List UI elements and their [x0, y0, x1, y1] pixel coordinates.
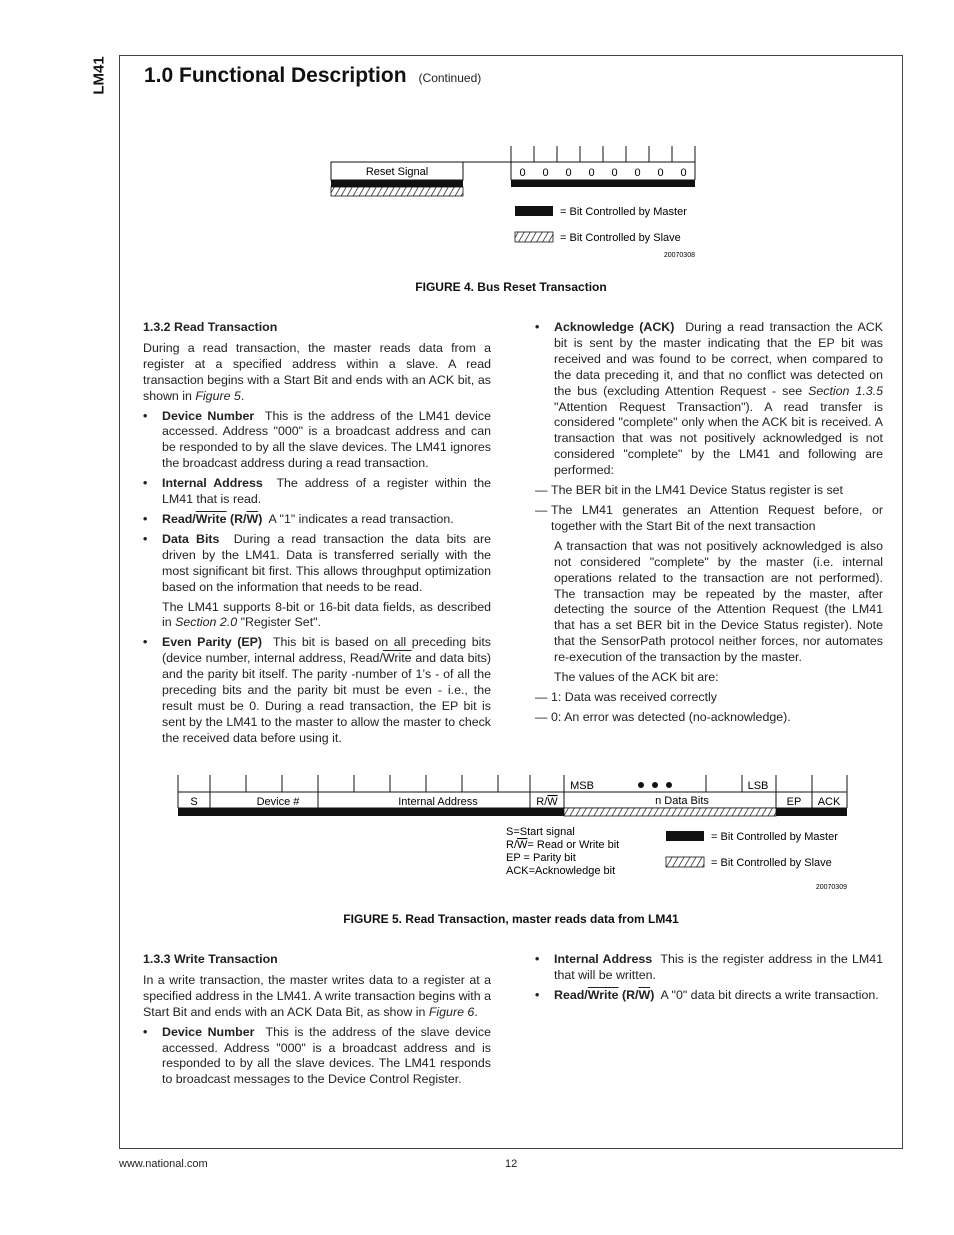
reset-bit-value: 0: [565, 167, 572, 179]
ack-paragraph-2: A transaction that was not positively acknowledged is also not considered "complete" by the master (i.e. internal operations related to the transaction are not performed). The transaction may be repeated by the master, after detecting the source of the Attention Request (the LM41 that has a set BER bit in the Device Status register). Note that the SensorPath protocol neither forces, nor automates re-execution of the transaction by the master.: [554, 538, 883, 665]
figure-4-diagram: [325, 140, 705, 260]
read-bullet-internal-address: • Internal Address The address of a register within the LM41 that is read.: [143, 476, 491, 508]
write-left-column: [143, 952, 491, 1092]
reset-bit-value: 0: [542, 167, 549, 179]
field-data: n Data Bits: [655, 795, 709, 807]
read-bullet-rw: • Read/Write $(R/\overline{W})$ A "1" indicates a read transaction.: [143, 512, 491, 528]
section-header: [144, 64, 481, 88]
reset-bit-value: 0: [657, 167, 664, 179]
write-intro: In a write transaction, the master writes data to a register at a specified address in the LM41. A write transaction begins with a Start Bit and ends with an ACK Data Bit, as show in Figure 6.: [143, 972, 491, 1019]
write-bullet-device-number: • Device Number This is the address of the slave device accessed. Address "000" is a broadcast address and is responded to by all the slave devices. The LM41 responds to broadcast messages to the Device Control Register.: [143, 1025, 491, 1089]
write-right-column: [535, 952, 883, 1008]
field-internal: Internal Address: [398, 796, 478, 808]
field-rw: R/W: [536, 796, 558, 808]
ack-value-2: — 0: An error was detected (no-acknowledge).: [535, 710, 883, 726]
reset-signal-label: Reset Signal: [365, 166, 429, 178]
field-ep: EP: [786, 796, 802, 808]
ack-dash-2: — The LM41 generates an Attention Request before, or together with the Start Bit of the next transaction: [535, 503, 883, 535]
write-bullet-internal-address: • Internal Address This is the register address in the LM41 that will be written.: [535, 952, 883, 984]
read-left-column: [143, 320, 491, 751]
reset-bit-value: 0: [680, 167, 687, 179]
read-heading: 1.3.2 Read Transaction: [143, 320, 278, 334]
reset-bit-value: 0: [588, 167, 595, 179]
reset-bit-value: 0: [611, 167, 618, 179]
reset-bit-value: 0: [634, 167, 641, 179]
reset-bits: [511, 146, 695, 187]
field-device: Device #: [256, 796, 300, 808]
section-title: 1.0 Functional Description: [144, 64, 407, 87]
page-number: 12: [505, 1158, 518, 1170]
legend-slave-label: = Bit Controlled by Slave: [560, 232, 681, 244]
read-bullet-data-bits: • Data Bits During a read transaction the data bits are driven by the LM41. Data is transferred serially with the most significant bit first. This allows throughput optimization based on the information that needs to be read. The LM41 supports 8-bit or 16-bit data fields, as described in Section 2.0 "Register Set".: [143, 532, 491, 631]
reset-bit-value: 0: [519, 167, 526, 179]
ack-paragraph-3: The values of the ACK bit are:: [554, 670, 719, 685]
figure-5-caption: FIGURE 5. Read Transaction, master reads data from LM41: [343, 912, 679, 926]
continued-label: (Continued): [418, 71, 482, 85]
key-ep: EP = Parity bit: [506, 852, 576, 864]
write-heading: 1.3.3 Write Transaction: [143, 952, 278, 966]
footer-url[interactable]: www.national.com: [119, 1158, 208, 1170]
legend-master-label: = Bit Controlled by Master: [560, 206, 687, 218]
field-ack: ACK: [817, 796, 841, 808]
read-bullet-even-parity: • Even Parity (EP) This bit is based on all preceding bits (device number, internal address, Read/Write and data bits) and the parity bit itself. The parity -number of 1’s - of all the preceding bits and the parity bit must be even - i.e., the result must be 0. During a read transaction, the EP bit is sent by the LM41 to the master to allow the master to check the received data before using it.: [143, 635, 491, 746]
side-tab: LM41: [90, 56, 108, 95]
figure-5-diagram: [170, 770, 855, 895]
figure-id: 20070308: [663, 252, 695, 259]
ack-value-1: — 1: Data was received correctly: [535, 690, 883, 706]
read-bullet-ack: • Acknowledge (ACK) During a read transaction the ACK bit is sent by the master indicating that the EP bit was received and was found to be correct, when compared to the data preceding it, and that no conflict was detected on the bus (excluding Attention Request - see Section 1.3.5 "Attention Request Transaction"). A read transfer is considered "complete" only when the ACK bit is received. A transaction that was not positively acknowledged is not considered "complete" by the LM41 and following are performed: — The BER bit in the LM41 Device Status register is set — The LM41 generates an Attention Request before, or together with the Start Bit of the next transaction A transaction that was not positively acknowledged is also not considered "complete" by the master (i.e. internal operations related to the transaction are not performed). The transaction may be repeated by the master, after detecting the source of the Attention Request (the LM41 that has a set BER bit in the Device Status register). Note that the SensorPath protocol neither forces, nor automates re-execution of the transaction by the master. The values of the ACK bit are: — 1: Data was received correctly — 0: An error was detected (no-acknowledge).: [535, 320, 883, 726]
figure-4-caption: FIGURE 4. Bus Reset Transaction: [415, 280, 607, 294]
legend-master-label-2: = Bit Controlled by Master: [711, 831, 838, 843]
read-intro: During a read transaction, the master reads data from a register at a specified address within a slave. A read transaction begins with a Start Bit and ends with an ACK bit, as shown in Figure 5.: [143, 340, 491, 403]
key-ack: ACK=Acknowledge bit: [506, 865, 616, 877]
field-msb: MSB: [570, 780, 594, 792]
read-bullet-device-number: • Device Number This is the address of the LM41 device accessed. Address "000" is a broadcast address and can be responded to by all the slave devices. The LM41 ignores the broadcast address during a read transaction.: [143, 409, 491, 473]
field-lsb: LSB: [747, 780, 769, 792]
key-start: S=Start signal: [506, 826, 575, 838]
ack-dash-1: — The BER bit in the LM41 Device Status register is set: [535, 483, 883, 499]
read-right-column: [535, 320, 883, 730]
legend-slave-label-2: = Bit Controlled by Slave: [711, 857, 832, 869]
write-bullet-rw: • Read/Write $(R/\overline{W})$ A "0" data bit directs a write transaction.: [535, 988, 883, 1004]
key-rw: R/W= Read or Write bit: [506, 839, 620, 851]
figure-id-2: 20070309: [815, 884, 847, 891]
field-s: S: [190, 796, 198, 808]
